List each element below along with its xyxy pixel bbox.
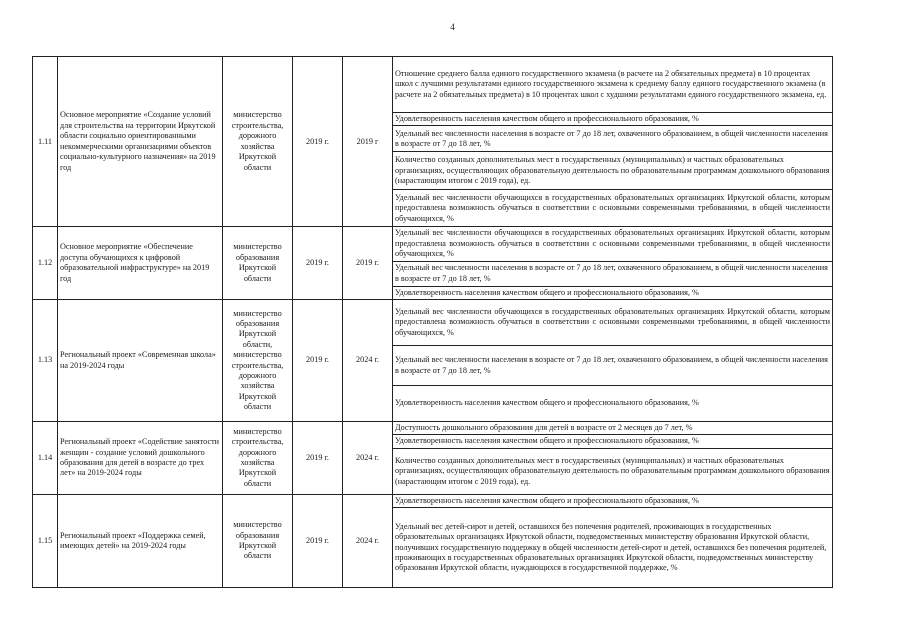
end-year: 2019 г — [343, 57, 393, 227]
end-year: 2024 г. — [343, 300, 393, 422]
start-year: 2019 г. — [293, 227, 343, 300]
program-measures-table — [32, 56, 833, 588]
row-number: 1.13 — [33, 300, 58, 422]
start-year: 2019 г. — [293, 300, 343, 422]
executor: министерство образования Иркутской области, министерство строительства, дорожного хозяйства Иркутской области — [223, 300, 293, 422]
row-number: 1.11 — [33, 57, 58, 227]
measure-name: Региональный проект «Поддержка семей, имеющих детей» на 2019-2024 годы — [58, 494, 223, 587]
executor: министерство строительства, дорожного хозяйства Иркутской области — [223, 57, 293, 227]
executor: министерство образования Иркутской области — [223, 494, 293, 587]
table-row — [33, 57, 833, 113]
measure-name: Региональный проект «Современная школа» на 2019-2024 годы — [58, 300, 223, 422]
end-year: 2019 г. — [343, 227, 393, 300]
indicator: Удельный вес численности населения в возрасте от 7 до 18 лет, охваченного образованием, в общей численности населения в возрасте от 7 до 18 лет, % — [393, 346, 833, 386]
start-year: 2019 г. — [293, 422, 343, 495]
end-year: 2024 г. — [343, 422, 393, 495]
indicator: Удовлетворенность населения качеством общего и профессионального образования, % — [393, 435, 833, 448]
table-row — [33, 422, 833, 435]
indicator: Доступность дошкольного образования для детей в возрасте от 2 месяцев до 7 лет, % — [393, 422, 833, 435]
table-row — [33, 227, 833, 261]
indicator: Удовлетворенность населения качеством общего и профессионального образования, % — [393, 113, 833, 126]
start-year: 2019 г. — [293, 57, 343, 227]
row-number: 1.15 — [33, 494, 58, 587]
indicator: Удельный вес численности населения в возрасте от 7 до 18 лет, охваченного образованием, в общей численности населения в возрасте от 7 до 18 лет, % — [393, 126, 833, 152]
executor: министерство строительства, дорожного хозяйства Иркутской области — [223, 422, 293, 495]
row-number: 1.12 — [33, 227, 58, 300]
indicator: Удовлетворенность населения качеством общего и профессионального образования, % — [393, 386, 833, 422]
indicator: Удовлетворенность населения качеством общего и профессионального образования, % — [393, 494, 833, 507]
indicator: Отношение среднего балла единого государственного экзамена (в расчете на 2 обязательных предмета) в 10 процентах школ с лучшими результатами единого государственного экзамена к среднему баллу единого государственного экзамена (в расчете на 2 обязательных предмета) в 10 процентах школ с худшими результатами единого государственного экзамена, ед. — [393, 57, 833, 113]
measure-name: Основное мероприятие «Обеспечение доступа обучающихся к цифровой образовательной инфраструктуре» на 2019 год — [58, 227, 223, 300]
end-year: 2024 г. — [343, 494, 393, 587]
page-number: 4 — [450, 22, 455, 32]
indicator: Удельный вес численности обучающихся в государственных образовательных организациях Иркутской области, которым предоставлена возможность обучаться в соответствии с основными современными требованиями, в общей численности обучающихся, % — [393, 300, 833, 346]
indicator: Удельный вес численности населения в возрасте от 7 до 18 лет, охваченного образованием, в общей численности населения в возрасте от 7 до 18 лет, % — [393, 261, 833, 286]
indicator: Количество созданных дополнительных мест в государственных (муниципальных) и частных образовательных организациях, осуществляющих образовательную деятельность по образовательным программам дошкольного образования (нарастающим итогом с 2019 года), ед. — [393, 448, 833, 494]
executor: министерство образования Иркутской области — [223, 227, 293, 300]
table-row — [33, 300, 833, 346]
indicator: Удельный вес численности обучающихся в государственных образовательных организациях Иркутской области, которым предоставлена возможность обучаться в соответствии с основными современными требованиями, в общей численности обучающихся, % — [393, 190, 833, 227]
indicator: Удовлетворенность населения качеством общего и профессионального образования, % — [393, 286, 833, 299]
measure-name: Региональный проект «Содействие занятости женщин - создание условий дошкольного образования для детей в возрасте до трех лет» на 2019-2024 годы — [58, 422, 223, 495]
start-year: 2019 г. — [293, 494, 343, 587]
table-row — [33, 494, 833, 507]
indicator: Удельный вес детей-сирот и детей, оставшихся без попечения родителей, проживающих в государственных образовательных организациях Иркутской области, подведомственных министерству образования Иркутской области, получивших государственную поддержку в общей численности детей-сирот и детей, оставшихся без попечения родителей, проживающих в государственных образовательных организациях Иркутской области, подведомственных министерству образования Иркутской области, нуждающихся в государственной поддержке, % — [393, 508, 833, 588]
indicator: Удельный вес численности обучающихся в государственных образовательных организациях Иркутской области, которым предоставлена возможность обучаться в соответствии с основными современными требованиями, в общей численности обучающихся, % — [393, 227, 833, 261]
measure-name: Основное мероприятие «Создание условий для строительства на территории Иркутской области социально ориентированными некоммерческими организациями объектов социально-культурного назначения» на 2019 год — [58, 57, 223, 227]
indicator: Количество созданных дополнительных мест в государственных (муниципальных) и частных образовательных организациях, осуществляющих образовательную деятельность по образовательным программам дошкольного образования (нарастающим итогом с 2019 года), ед. — [393, 152, 833, 190]
row-number: 1.14 — [33, 422, 58, 495]
